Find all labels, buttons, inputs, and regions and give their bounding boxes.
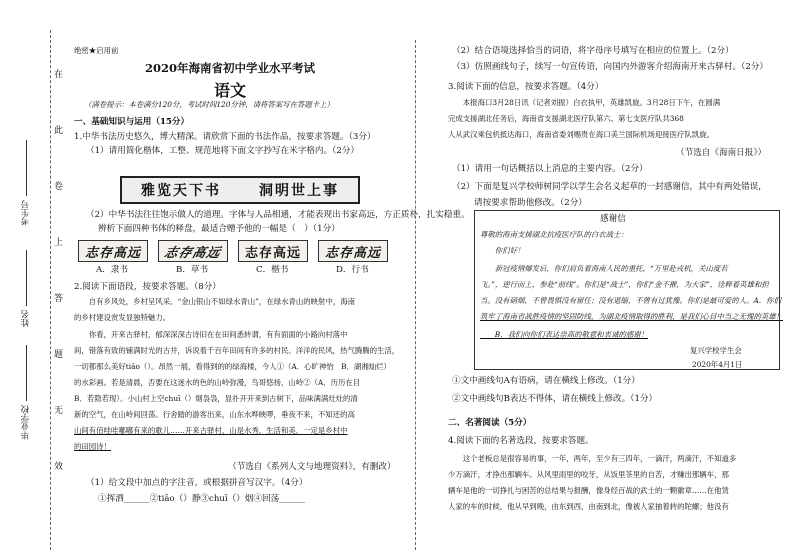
question-1-2a: （2）中华书法往往饱示做人的道理。字体与人品相通，才能表现出书家高远，方正质朴，扎实稳重。 <box>86 210 470 220</box>
seal-char: 此 <box>54 126 64 136</box>
passage-source: （节选自《系列人文与地理资料》，有删改） <box>228 462 396 472</box>
calligraphy-left: 雅览天下书 <box>141 183 221 199</box>
news-line: 人从武汉乘包机抵达海口，海南省委刘赐贵在海口美兰国际机场迎接医疗队凯旋。 <box>448 130 715 139</box>
question-2-1: （1）给文段中加点的字注音，或根据拼音写汉字。（4分） <box>86 478 308 488</box>
option-d: D．行书 <box>336 265 369 275</box>
style-option-c: 志存高远 <box>238 240 308 262</box>
excerpt-line: 少万滴汗，才挣出那辆车。从风里雨里的咬牙，从饭里茶里的自苦，才赚出那辆车，那 <box>448 470 729 479</box>
passage-line: 新的空气，在山岭间回荡。行舍踏的游客出来，山东水哗映啰，垂夜不来，不知还的高 <box>74 410 355 419</box>
style-option-b: 志存高远 <box>158 240 228 262</box>
option-a: A．隶书 <box>96 265 128 275</box>
excerpt-line: 这个老板总是很容易的事，一年，两年，至少有三四年，一滴汗，两滴汗，不知道多 <box>448 454 737 463</box>
news-line: 本报海口3月28日讯（记者刘振）白衣执甲，英雄凯旋。3月28日下午，在圆满 <box>448 98 721 107</box>
seal-char: 无 <box>54 406 64 416</box>
letter-line-b: B．我们向你们表达崇高的敬意和衷诚的感谢！ <box>480 330 649 339</box>
news-line: 完成支援湖北任务后，海南省支援湖北医疗队第六、第七支医疗队共368 <box>448 114 684 123</box>
question-4: 4.阅读下面的名著选段，按要求答题。 <box>448 436 594 446</box>
label-exam-number: 考生号 <box>21 200 31 226</box>
question-3-2b: 请按要求帮助他修改。（2分） <box>474 198 587 208</box>
style-option-d: 志存高远 <box>318 240 388 262</box>
question-2-2: （2）结合语境选择恰当的词语，将字母序号填写在相应的位置上。（2分） <box>452 46 734 56</box>
letter-line: 新冠疫情爆发后，你们肩负着海南人民的重托，“万里赴戎机，关山度若 <box>480 264 728 273</box>
letter-line-a: 筑牢了海南省战胜疫情的坚固防线，为湖北疫情取得的胜利，是我们心目中当之无愧的英雄！ <box>480 312 784 321</box>
passage-line-underlined: 山间有佰哇哇嘟嘟有来的歌儿……开来古驿村，山是水秀，生活和美，一定是乡村中 <box>74 426 348 435</box>
letter-signature: 复兴学校学生会 <box>690 346 742 355</box>
passage-line: 你看，开来古驿村，郁深深深古诗旧在在田间悉转谓，有有面面的小路向村落中 <box>74 330 348 339</box>
binding-line <box>50 30 51 550</box>
question-2: 2.阅读下面语段，按要求答题。（8分） <box>74 282 221 292</box>
label-school: 毕业学校 <box>21 405 31 440</box>
subject-title: 语文 <box>213 81 246 100</box>
seal-char: 上 <box>54 238 64 248</box>
calligraphy-artwork <box>120 176 360 204</box>
letter-line: 尊敬的海南支援湖北抗疫医疗队的白衣战士： <box>480 230 628 239</box>
question-3-2c: ①文中画线句A有语病，请在横线上修改。（1分） <box>452 376 640 386</box>
question-1-2b: 辨析下面四种书体的释盘，最适合赠予他的一幅是（ ）（1分） <box>98 224 340 234</box>
question-2-1-items: ①挥洒______②tiāo（）静③chuī（）烟④回荡______ <box>98 494 306 504</box>
passage-line-underlined: 的田园诗！ <box>74 442 111 451</box>
calligraphy-right: 洞明世上事 <box>259 183 339 199</box>
letter-line: 你们好！ <box>480 246 525 255</box>
option-c: C．楷书 <box>256 265 289 275</box>
exam-notice: （满卷提示：本卷满分120分，考试时间120分钟，请将答案写在答题卡上） <box>84 100 334 109</box>
letter-title: 感谢信 <box>600 214 626 224</box>
fill-line-name <box>26 250 27 306</box>
column-divider <box>415 40 416 550</box>
letter-line: 飞。”，逆行而上，参赴“前线”。你们是“战士”，你们“金不摧，为大家”，诠释着英雄和担 <box>480 280 769 289</box>
news-source: （节选自《海南日报》） <box>676 148 767 158</box>
section-2-heading: 二、名著阅读（5分） <box>448 418 532 428</box>
passage-line: 自有乡风处，乡村呈风采。“金山银山不如绿水青山”，在绿水青山的映射中，海南 <box>74 297 356 306</box>
question-3: 3.阅读下面的信息，按要求答题。（4分） <box>448 82 604 92</box>
seal-char: 题 <box>54 350 64 360</box>
option-b: B．草书 <box>176 265 209 275</box>
section-1-heading: 一、基础知识与运用（15分） <box>74 117 190 127</box>
exam-title: 2020年海南省初中学业水平考试 <box>144 61 315 75</box>
question-1: 1.中华书法历史悠久，博大精深。请欣赏下面的书法作品，按要求答题。（3分） <box>74 132 376 142</box>
letter-line: 当。没有硝烟，不曾畏惧没有留任；没有退缩，不曾有过犹豫。你们是最可爱的人。A．你们 <box>480 296 781 305</box>
passage-line: 的水彩画。若是清晨，否要在这迷水的色的山岭弥漫，鸟哥悠扬，山岭②（A．历历在目 <box>74 378 361 387</box>
excerpt-line: 辆车是他的一切挣扎与困苦的总结果与报酬，像身经百战的武士的一颗徽章……在他赁 <box>448 486 729 495</box>
style-option-a: 志存高远 <box>78 240 148 262</box>
passage-line: 间，错落有致的铺满时光的古井，诉说着千百年田间有许多的村民。洋洋的民风，热气腾腾的生活， <box>74 346 400 355</box>
secret-label: 绝密★启用前 <box>74 46 119 55</box>
question-3-1: （1）请用一句话概括以上消息的主要内容。（2分） <box>452 164 648 174</box>
passage-line: B．若隐若现）。小山村上空chuī（）烟袅袅，显扑开开来到古树下，品味满满灶灶的清 <box>74 394 358 403</box>
question-1-1: （1）请用简化楷体，工整、规范地将下面文字抄写在米字格内。（2分） <box>86 146 360 156</box>
label-name: 姓名 <box>21 310 31 328</box>
fill-line-exam-number <box>26 140 27 196</box>
excerpt-line: 人家的车的时候，他从早到晚，由东到西，由南到北，像被人家抽着转的陀螺；他没有 <box>448 502 729 511</box>
question-3-2a: （2）下面是复兴学校师树同学以学生会名义起草的一封感谢信，其中有两处错误， <box>452 182 767 192</box>
passage-line: 一切都那么美好tiāo（）。昂然一展，看得到的的绿海楼，今人①（A．心旷神怡 B．湖湘灿烂） <box>74 362 391 371</box>
seal-char: 答 <box>54 294 64 304</box>
seal-char: 卷 <box>54 182 64 192</box>
letter-date: 2020年4月1日 <box>692 360 743 369</box>
seal-char: 效 <box>54 462 64 472</box>
question-2-3: （3）仿照画线句子，续写一句宣传语，向国内外游客介绍海南开来古驿村。（2分） <box>452 62 769 72</box>
question-3-2d: ②文中画线句B表达不得体，请在横线上修改。（1分） <box>452 394 658 404</box>
seal-char: 在 <box>54 70 64 80</box>
passage-line: 的乡村建设赏发显独特魅力。 <box>74 313 171 322</box>
fill-line-school <box>26 345 27 401</box>
